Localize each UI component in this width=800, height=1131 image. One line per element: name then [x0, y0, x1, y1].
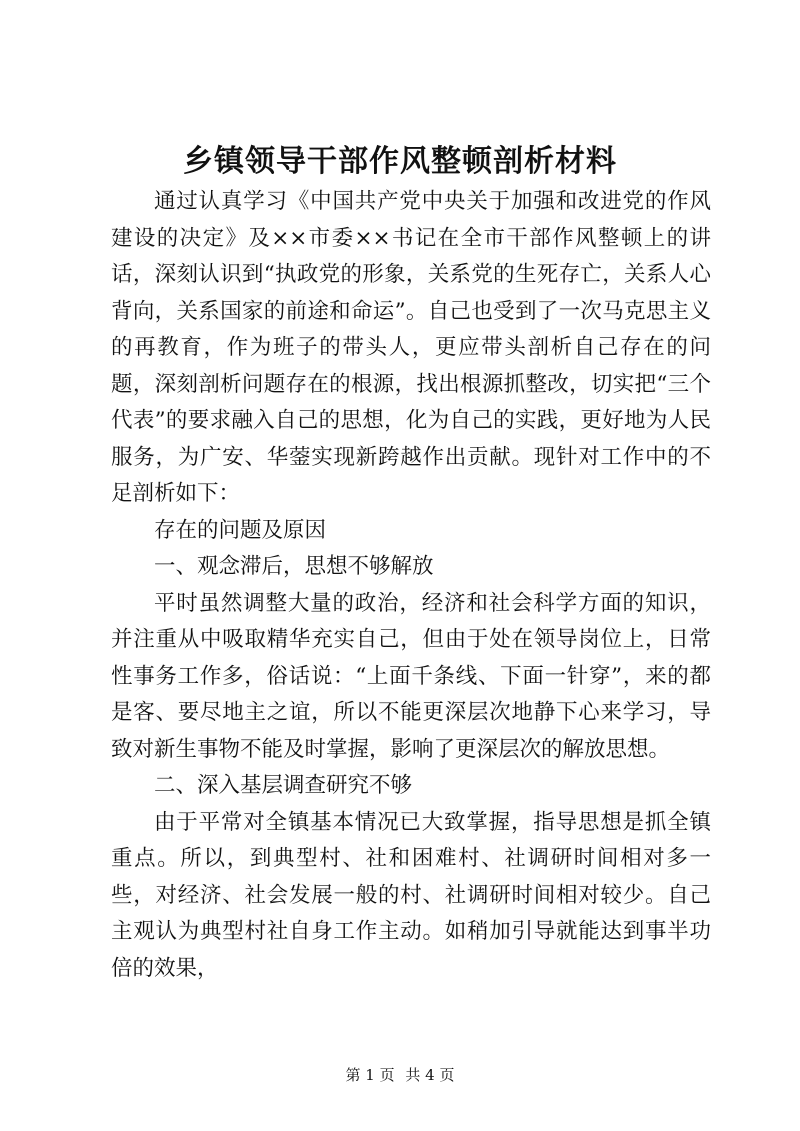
- section-heading-problems: 存在的问题及原因: [154, 517, 327, 543]
- subheading-2: 二、深入基层调查研究不够: [154, 773, 413, 798]
- subheading-1: 一、观念滞后，思想不够解放: [154, 554, 434, 579]
- document-title: 乡镇领导干部作风整顿剖析材料: [183, 144, 617, 179]
- paragraph-2: 由于平常对全镇基本情况已大致掌握，指导思想是抓全镇重点。所以，到典型村、社和困难村、社调研时间相对多一些，对经济、社会发展一般的村、社调研时间相对较少。自己主观认为典型村社自身工作主动。如稍加引导就能达到事半功倍的效果，: [111, 809, 711, 981]
- document-body: [111, 184, 711, 987]
- page-footer: [0, 1064, 800, 1086]
- page-total: 共 4 页: [405, 1066, 455, 1084]
- paragraph-1: 平时虽然调整大量的政治，经济和社会科学方面的知识，并注重从中吸取精华充实自己，但由于处在领导岗位上，日常性事务工作多，俗话说：“上面千条线、下面一针穿”，来的都是客、要尽地主之谊，所以不能更深层次地静下心来学习，导致对新生事物不能及时掌握，影响了更深层次的解放思想。: [111, 590, 711, 762]
- page-number: 第 1 页: [345, 1066, 395, 1084]
- paragraph-intro: 通过认真学习《中国共产党中央关于加强和改进党的作风建设的决定》及××市委××书记在全市干部作风整顿上的讲话，深刻认识到“执政党的形象，关系党的生死存亡，关系人心背向，关系国家的前途和命运”。自己也受到了一次马克思主义的再教育，作为班子的带头人，更应带头剖析自己存在的问题，深刻剖析问题存在的根源，找出根源抓整改，切实把“三个代表”的要求融入自己的思想，化为自己的实践，更好地为人民服务，为广安、华蓥实现新跨越作出贡献。现针对工作中的不足剖析如下：: [111, 189, 711, 506]
